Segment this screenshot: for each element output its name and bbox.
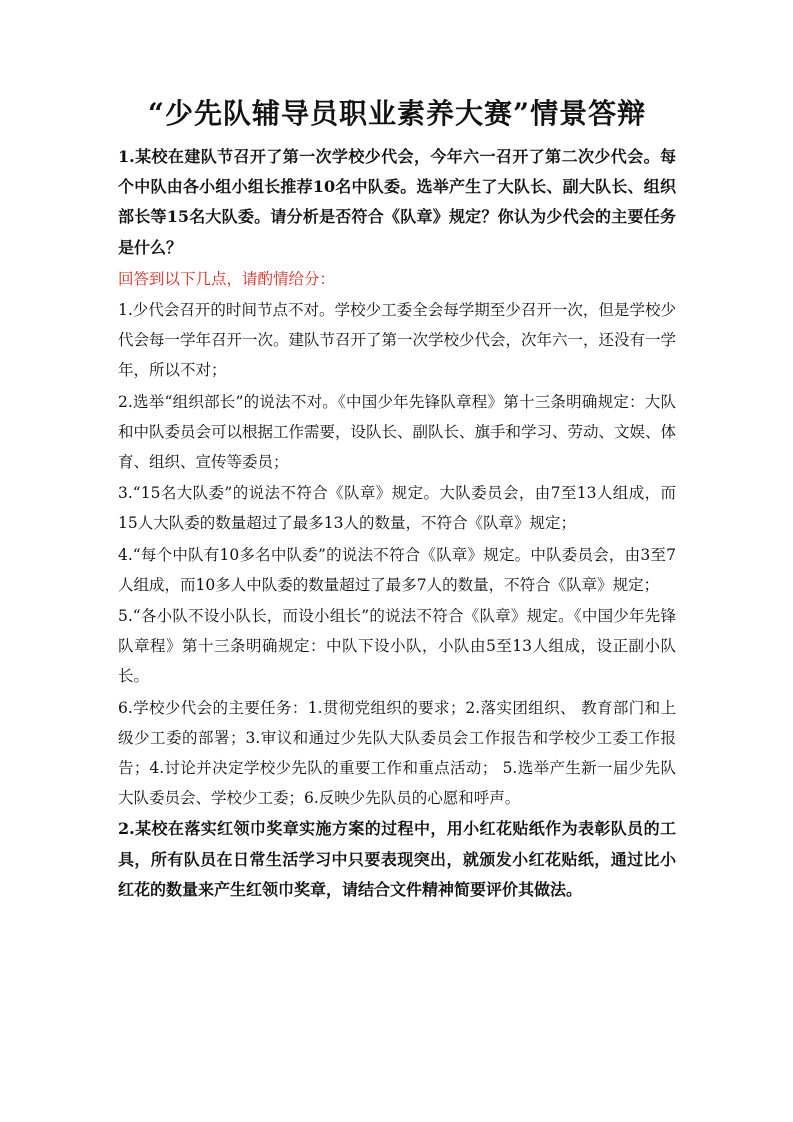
answer-item: 3.“15名大队委”的说法不符合《队章》规定。大队委员会，由7至13人组成，而15人大队委的数量超过了最多13人的数量，不符合《队章》规定；: [118, 484, 676, 533]
answer-item: 4.“每个中队有10多名中队委”的说法不符合《队章》规定。中队委员会，由3至7人组成，而10多人中队委的数量超过了最多7人的数量，不符合《队章》规定；: [118, 545, 676, 594]
question-2: 2.某校在落实红领巾奖章实施方案的过程中，用小红花贴纸作为表彰队员的工具，所有队员在日常生活学习中只要表现突出，就颁发小红花贴纸，通过比小红花的数量来产生红领巾奖章，请结合文件精神简要评价其做法。: [118, 819, 676, 899]
answer-item: 1.少代会召开的时间节点不对。学校少工委全会每学期至少召开一次，但是学校少代会每一学年召开一次。建队节召开了第一次学校少代会，次年六一，还没有一学年，所以不对；: [118, 301, 677, 380]
document-title: “少先队辅导员职业素养大赛”情景答辩: [147, 97, 647, 130]
answer-item: 5.“各小队不设小队长，而设小组长”的说法不符合《队章》规定。《中国少年先锋队章程》第十三条明确规定：中队下设小队，小队由5至13人组成，设正副小队长。: [118, 607, 676, 686]
answer-item: 6.学校少代会的主要任务：1.贯彻党组织的要求；2.落实团组织、 教育部门和上级少工委的部署；3.审议和通过少先队大队委员会工作报告和学校少工委工作报告；4.讨论并决定学校少先队的重要工作和重点活动； 5.选举产生新一届少先队大队委员会、学校少工委；6.反映少先队员的心愿和呼声。: [118, 698, 676, 808]
question-1: 1.某校在建队节召开了第一次学校少代会，今年六一召开了第二次少代会。每个中队由各小组小组长推荐10名中队委。选举产生了大队长、副大队长、组织部长等15名大队委。请分析是否符合《队章》规定？你认为少代会的主要任务是什么？: [118, 147, 676, 257]
scoring-prompt: 回答到以下几点，请酌情给分：: [118, 269, 336, 288]
answer-item: 2.选举“组织部长”的说法不对。《中国少年先锋队章程》第十三条明确规定：大队和中队委员会可以根据工作需要，设队长、副队长、旗手和学习、劳动、文娱、体育、组织、宣传等委员；: [118, 392, 677, 472]
